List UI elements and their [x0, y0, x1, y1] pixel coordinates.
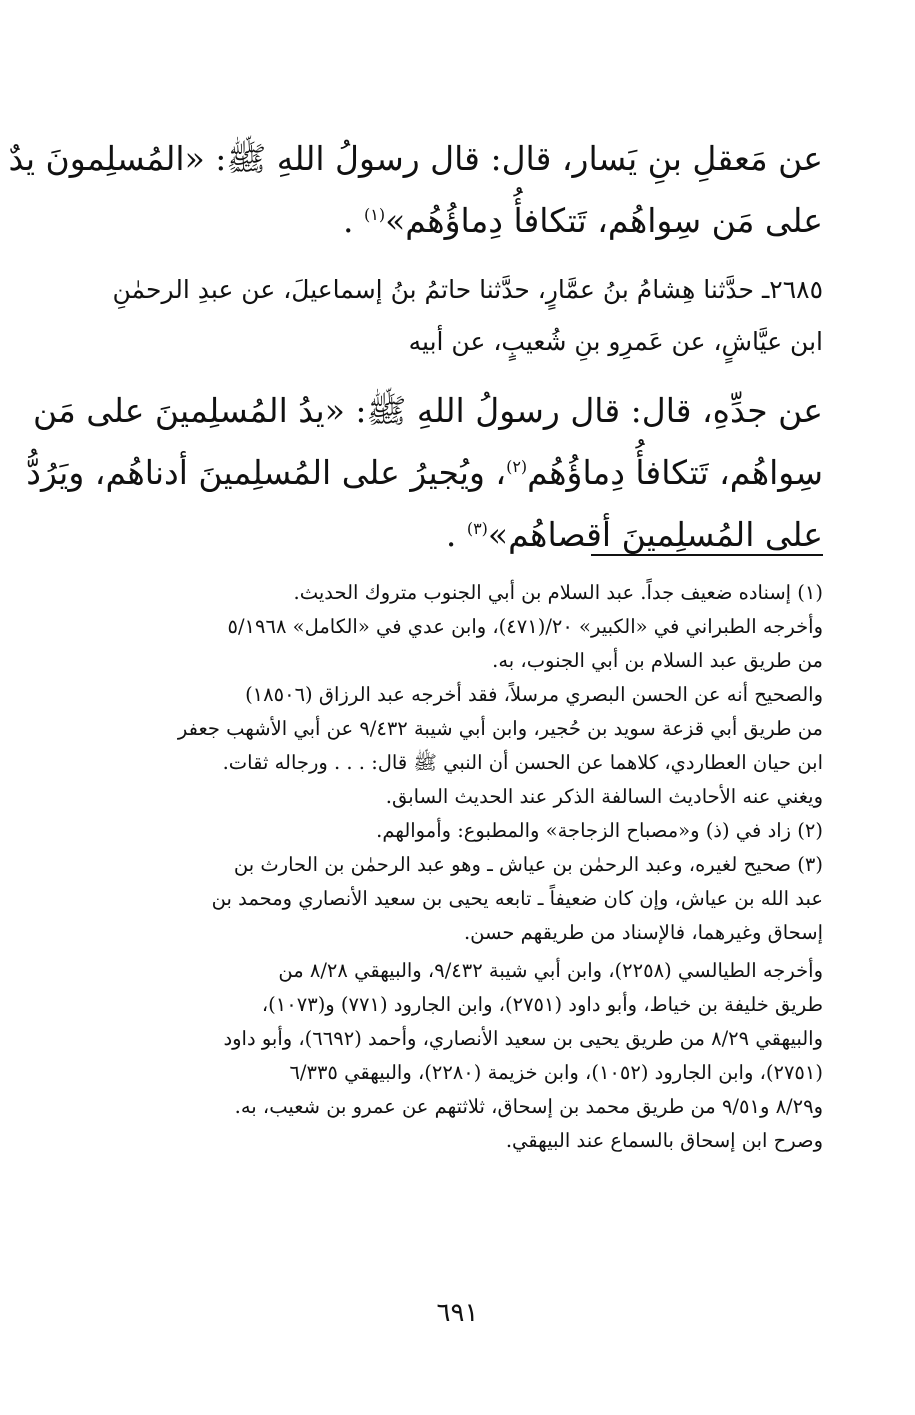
- hadith-1-line-2-text: على مَن سِواهُم، تَتكافأُ دِماؤُهُم»: [385, 201, 823, 240]
- hadith-2-line-2: [26, 442, 823, 504]
- main-text: [8, 128, 823, 566]
- footnote-line: (٣) صحيح لغيره، وعبد الرحمٰن بن عياش ـ وهو عبد الرحمٰن بن الحارث بن: [233, 853, 823, 876]
- hadith-2685-chain: [88, 264, 823, 368]
- footnotes: [88, 576, 823, 1158]
- footnote-line: طريق خليفة بن خياط، وأبو داود (٢٧٥١)، وابن الجارود (٧٧١) و(١٠٧٣)،: [261, 993, 823, 1016]
- footnote-line: والصحيح أنه عن الحسن البصري مرسلاً، فقد أخرجه عبد الرزاق (١٨٥٠٦): [245, 683, 823, 706]
- footnote-line: ويغني عنه الأحاديث السالفة الذكر عند الحديث السابق.: [385, 785, 823, 808]
- footnote-line: وأخرجه الطيالسي (٢٢٥٨)، وابن أبي شيبة ٩/٤٣٢، والبيهقي ٨/٢٨ من: [278, 959, 823, 982]
- footnote-line: (٢٧٥١)، وابن الجارود (١٠٥٢)، وابن خزيمة (٢٢٨٠)، والبيهقي ٦/٣٣٥: [289, 1061, 823, 1084]
- hadith-1-line-1: عن مَعقلِ بنِ يَسار، قال: قال رسولُ اللهِ ﷺ: «المُسلِمونَ يدٌ: [8, 139, 823, 178]
- hadith-2-line-2-text: سِواهُم، تَتكافأُ دِماؤُهُم: [527, 453, 823, 492]
- footnote-line: والبيهقي ٨/٢٩ من طريق يحيى بن سعيد الأنصاري، وأحمد (٦٦٩٢)، وأبو داود: [223, 1027, 823, 1050]
- footnote-line: من طريق أبي قزعة سويد بن حُجير، وابن أبي شيبة ٩/٤٣٢ عن أبي الأشهب جعفر: [177, 717, 823, 740]
- footnote-line: (١) إسناده ضعيف جداً. عبد السلام بن أبي الجنوب متروك الحديث.: [293, 581, 823, 604]
- chain-line-1: ٢٦٨٥ـ حدَّثنا هِشامُ بنُ عمَّارٍ، حدَّثنا حاتمُ بنُ إسماعيلَ، عن عبدِ الرحمٰنِ: [112, 275, 823, 304]
- footnote-line: وأخرجه الطبراني في «الكبير» ٢٠/(٤٧١)، وابن عدي في «الكامل» ٥/١٩٦٨: [227, 615, 823, 638]
- footnote-line: (٢) زاد في (ذ) و«مصباح الزجاجة» والمطبوع: وأموالهم.: [376, 819, 823, 842]
- hadith-1-line-2: [88, 190, 823, 252]
- hadith-2-line-3-text: على المُسلِمينَ أقصاهُم»: [487, 515, 823, 554]
- footnote-line: و٨/٢٩ و٩/٥١ من طريق محمد بن إسحاق، ثلاثتهم عن عمرو بن شعيب، به.: [234, 1095, 823, 1118]
- hadith-2-line-2-rest: ، ويُجيرُ على المُسلِمينَ أدناهُم، ويَرُدُّ: [26, 453, 507, 492]
- footnote-line: ابن حيان العطاردي، كلاهما عن الحسن أن النبي ﷺ قال: . . . ورجاله ثقات.: [222, 751, 823, 774]
- hadith-2: [26, 380, 823, 566]
- footnote-line: وصرح ابن إسحاق بالسماع عند البيهقي.: [505, 1129, 823, 1152]
- hadith-1-line-2-end: .: [342, 201, 364, 240]
- hadith-2-line-1: عن جدِّهِ، قال: قال رسولُ اللهِ ﷺ: «يدُ المُسلِمينَ على مَن: [33, 391, 823, 430]
- footnote-ref-2: (٢): [506, 457, 528, 476]
- hadith-2-line-3-end: .: [445, 515, 467, 554]
- footnote-ref-1: (١): [363, 205, 386, 224]
- footnote-ref-3: (٣): [466, 519, 488, 538]
- footnote-line: إسحاق وغيرهما، فالإسناد من طريقهم حسن.: [463, 921, 823, 944]
- chain-line-2: ابن عيَّاشٍ، عن عَمرِو بنِ شُعيبٍ، عن أبيه: [408, 327, 823, 356]
- hadith-2-line-3: [88, 504, 823, 566]
- footnote-line: من طريق عبد السلام بن أبي الجنوب، به.: [492, 649, 823, 672]
- page-number: ٦٩١: [436, 1298, 479, 1328]
- footnote-separator: [591, 554, 823, 556]
- hadith-1: [8, 128, 823, 252]
- footnote-line: عبد الله بن عياش، وإن كان ضعيفاً ـ تابعه يحيى بن سعيد الأنصاري ومحمد بن: [211, 887, 823, 910]
